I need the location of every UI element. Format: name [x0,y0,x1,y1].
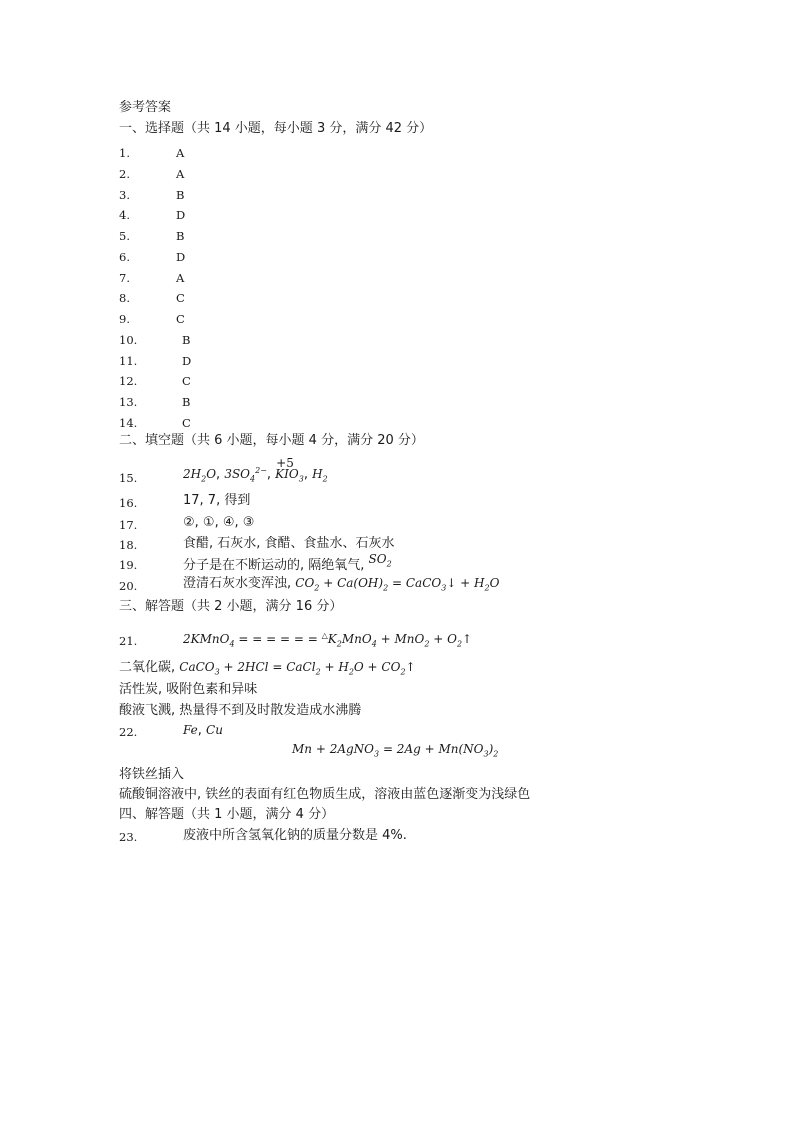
mc-item-answer: B [182,395,191,409]
q23-number: 23. [119,830,138,844]
mc-item-answer: B [176,229,185,243]
q18-answer: 食醋, 石灰水, 食醋、食盐水、石灰水 [183,536,395,551]
acid-line: 酸液飞溅, 热量得不到及时散发造成水沸腾 [119,703,362,718]
q15-formulas: $2H_2O$, $3SO_4^{2-}$, K +5 $IO_3$, $H_2$ [183,456,328,484]
mc-item-answer: C [182,415,191,430]
mc-item-answer: D [182,353,192,368]
section2-heading: 二、填空题（共 6 小题，每小题 4 分，满分 20 分） [119,433,424,448]
mc-item-answer: A [176,146,185,160]
mc-item-number: 5. [119,229,130,243]
co2-equation: CaCO$_3$ + 2HCl = CaCl$_2$ + $H_2O$ + $CO_2↑$ [179,660,416,677]
co2-text: 二氧化碳, [119,660,180,675]
q20-number: 20. [119,579,138,593]
section3-heading: 三、解答题（共 2 小题，满分 16 分） [119,599,343,614]
q22-number: 22. [119,725,138,739]
mc-item-answer: C [176,312,185,326]
mc-item-answer: A [176,270,185,285]
q18-number: 18. [119,538,138,552]
mc-item-number: 4. [119,208,130,223]
q21-number: 21. [119,634,138,648]
q23-answer: 废液中所含氢氧化钠的质量分数是 4%. [183,828,407,843]
mc-item-number: 12. [119,374,138,389]
mc-item-number: 11. [119,353,138,368]
mc-item-number: 7. [119,270,130,285]
q20-answer [183,574,499,597]
mc-item-number: 10. [119,332,138,347]
q19-text: 分子是在不断运动的, 隔绝氧气, [183,558,369,573]
q21-equation: 2KMnO$_4$ = = = = = = $^\triangle K_2MnO_4 + MnO_2$ + $O_2↑$ [183,631,473,649]
mc-item-answer: A [176,166,185,181]
co2-line [119,658,416,681]
mc-item-number: 13. [119,395,138,409]
q17-answer: ②, ①, ④, ③ [183,515,255,530]
mc-item-number: 14. [119,415,138,430]
q20-text: 澄清石灰水变浑浊, [183,576,296,591]
mc-item-answer: C [182,374,191,389]
q19-formula: $SO_2$ [368,552,392,569]
mc-item-number: 8. [119,291,130,306]
iron-line: 将铁丝插入 [119,767,185,782]
copper-line: 硫酸铜溶液中, 铁丝的表面有红色物质生成，溶液由蓝色逐渐变为浅绿色 [119,787,531,802]
mc-item-answer: D [176,208,186,223]
q22-equation: Mn + 2AgNO$_3$ = $2Ag + Mn(NO_3)_2$ [292,742,499,759]
page-title: 参考答案 [119,100,172,115]
mc-item-number: 3. [119,187,130,202]
carbon-line: 活性炭, 吸附色素和异味 [119,682,258,697]
q15-number: 15. [119,471,138,485]
q16-number: 16. [119,496,138,510]
mc-item-number: 9. [119,312,130,326]
section1-heading: 一、选择题（共 14 小题，每小题 3 分，满分 42 分） [119,121,433,136]
mc-item-number: 2. [119,166,130,181]
q17-number: 17. [119,518,138,532]
mc-item-answer: B [182,332,191,347]
q19-number: 19. [119,558,138,572]
section4-heading: 四、解答题（共 1 小题，满分 4 分） [119,807,335,822]
mc-item-answer: C [176,291,185,306]
mc-item-number: 1. [119,146,130,160]
q20-equation: $CO_2 + Ca(OH)_2$ = CaCO$_3$↓ + $H_2O$ [295,576,500,593]
mc-item-answer: D [176,249,186,264]
q16-answer: 17, 7, 得到 [183,493,251,508]
mc-item-answer: B [176,187,185,202]
q22-metals: Fe, Cu [183,723,223,738]
mc-item-number: 6. [119,249,130,264]
